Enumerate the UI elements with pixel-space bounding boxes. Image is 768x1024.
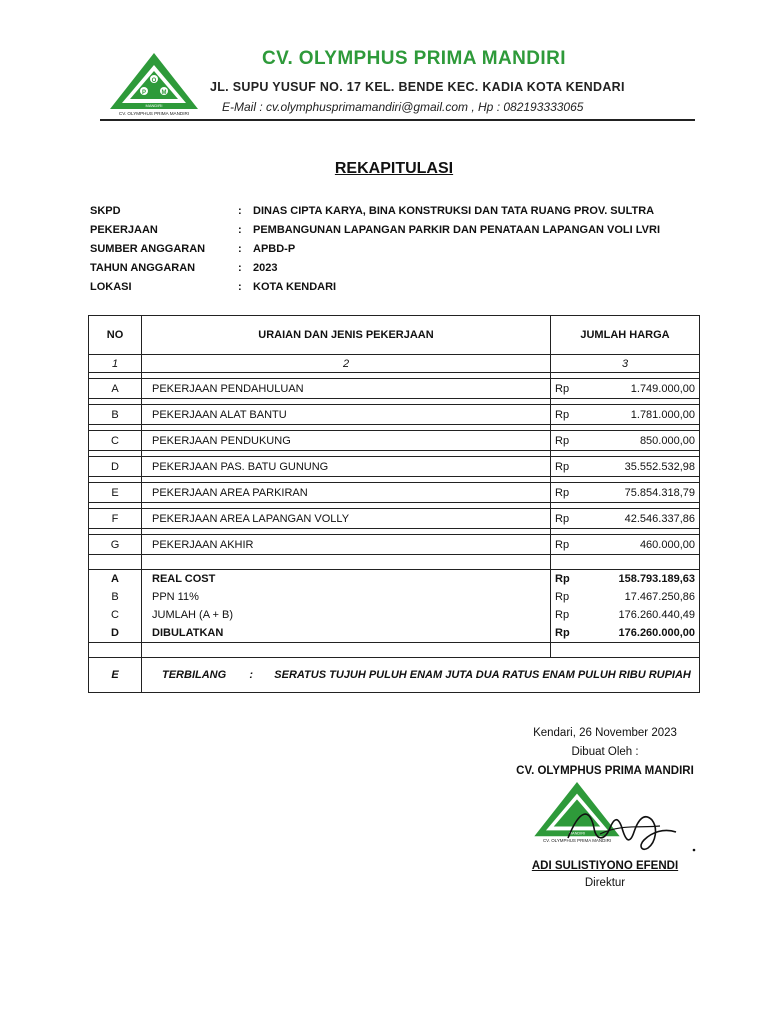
table-row xyxy=(89,483,700,503)
summary-row-ppn xyxy=(89,588,700,606)
row-amount: 850.000,00 xyxy=(639,434,695,447)
table-row xyxy=(89,535,700,555)
row-no: B xyxy=(89,588,142,606)
made-by-label: Dibuat Oleh : xyxy=(571,746,639,758)
row-amount: 176.260.440,49 xyxy=(618,609,695,621)
column-number: 3 xyxy=(551,355,700,373)
info-label: PEKERJAAN xyxy=(90,224,158,236)
row-description: PEKERJAAN PENDUKUNG xyxy=(142,431,551,451)
row-no: G xyxy=(89,535,142,555)
table-row xyxy=(89,405,700,425)
row-amount: 35.552.532,98 xyxy=(624,460,695,473)
row-currency: Rp xyxy=(555,460,570,473)
table-row xyxy=(89,457,700,477)
header-amount: JUMLAH HARGA xyxy=(551,316,700,355)
company-contact: E-Mail : cv.olymphusprimamandiri@gmail.com , Hp : 082193333065 xyxy=(222,100,584,114)
spelled-text: SERATUS TUJUH PULUH ENAM JUTA DUA RATUS ENAM PULUH RIBU RUPIAH xyxy=(274,669,691,681)
spelled-label: TERBILANG xyxy=(162,669,227,681)
info-separator: : xyxy=(238,224,242,236)
handwritten-signature xyxy=(560,798,700,858)
svg-text:P: P xyxy=(141,90,147,96)
svg-text:MANDIRI: MANDIRI xyxy=(145,103,163,108)
row-description: JUMLAH (A + B) xyxy=(142,606,551,624)
info-value: KOTA KENDARI xyxy=(253,281,337,293)
row-amount: 176.260.000,00 xyxy=(618,627,695,639)
signature-company: CV. OLYMPHUS PRIMA MANDIRI xyxy=(516,765,694,777)
info-label: LOKASI xyxy=(90,281,132,293)
row-no: C xyxy=(89,606,142,624)
row-description: DIBULATKAN xyxy=(142,624,551,643)
row-description: PEKERJAAN AKHIR xyxy=(142,535,551,555)
row-no: C xyxy=(89,431,142,451)
row-currency: Rp xyxy=(555,382,570,395)
recap-table xyxy=(88,315,700,693)
document-title: REKAPITULASI xyxy=(334,160,454,177)
row-no: D xyxy=(89,457,142,477)
svg-text:O: O xyxy=(151,78,157,84)
signer-role: Direktur xyxy=(584,877,626,889)
header-no: NO xyxy=(89,316,142,355)
info-separator: : xyxy=(238,281,242,293)
row-description: REAL COST xyxy=(142,570,551,589)
info-label: SKPD xyxy=(90,205,121,217)
row-no: E xyxy=(89,483,142,503)
row-currency: Rp xyxy=(555,609,570,621)
letterhead-divider xyxy=(100,119,695,121)
spelled-separator: : xyxy=(249,669,254,681)
info-value: 2023 xyxy=(253,262,278,274)
column-number-row xyxy=(89,355,700,373)
row-no: B xyxy=(89,405,142,425)
company-address: JL. SUPU YUSUF NO. 17 KEL. BENDE KEC. KADIA KOTA KENDARI xyxy=(210,80,625,94)
table-row xyxy=(89,509,700,529)
row-currency: Rp xyxy=(555,538,570,551)
row-description: PPN 11% xyxy=(142,588,551,606)
row-amount: 460.000,00 xyxy=(639,538,695,551)
row-currency: Rp xyxy=(555,627,570,639)
row-no: A xyxy=(89,570,142,589)
row-description: PEKERJAAN PENDAHULUAN xyxy=(142,379,551,399)
company-logo xyxy=(106,51,202,117)
summary-row-total xyxy=(89,606,700,624)
table-row xyxy=(89,431,700,451)
column-number: 2 xyxy=(142,355,551,373)
row-amount: 1.749.000,00 xyxy=(630,382,695,395)
row-currency: Rp xyxy=(555,486,570,499)
info-value: PEMBANGUNAN LAPANGAN PARKIR DAN PENATAAN LAPANGAN VOLI LVRI xyxy=(253,224,660,236)
table-row xyxy=(89,379,700,399)
info-separator: : xyxy=(238,243,242,255)
row-no: D xyxy=(89,624,142,643)
row-currency: Rp xyxy=(555,408,570,421)
svg-text:CV. OLYMPHUS PRIMA MANDIRI: CV. OLYMPHUS PRIMA MANDIRI xyxy=(542,838,612,844)
column-number: 1 xyxy=(89,355,142,373)
info-separator: : xyxy=(238,262,242,274)
row-description: PEKERJAAN AREA LAPANGAN VOLLY xyxy=(142,509,551,529)
info-label: TAHUN ANGGARAN xyxy=(90,262,196,274)
header-description: URAIAN DAN JENIS PEKERJAAN xyxy=(142,316,551,355)
row-amount: 158.793.189,63 xyxy=(618,573,695,585)
signature-block xyxy=(500,727,710,784)
company-name: CV. OLYMPHUS PRIMA MANDIRI xyxy=(262,48,566,69)
row-currency: Rp xyxy=(555,573,570,585)
row-currency: Rp xyxy=(555,434,570,447)
svg-text:CV. OLYMPHUS PRIMA MANDIRI: CV. OLYMPHUS PRIMA MANDIRI xyxy=(118,111,190,116)
svg-text:M: M xyxy=(161,90,167,96)
place-date: Kendari, 26 November 2023 xyxy=(533,727,677,739)
spelled-amount-row xyxy=(89,658,700,693)
row-amount: 75.854.318,79 xyxy=(624,486,695,499)
info-label: SUMBER ANGGARAN xyxy=(90,243,206,255)
row-amount: 17.467.250,86 xyxy=(624,591,695,603)
row-currency: Rp xyxy=(555,512,570,525)
table-header-row xyxy=(89,316,700,355)
row-no: A xyxy=(89,379,142,399)
row-amount: 1.781.000,00 xyxy=(630,408,695,421)
info-separator: : xyxy=(238,205,242,217)
row-no: E xyxy=(89,658,142,693)
row-description: PEKERJAAN AREA PARKIRAN xyxy=(142,483,551,503)
summary-row-real-cost xyxy=(89,570,700,589)
svg-text:MANDIRI: MANDIRI xyxy=(568,830,586,836)
info-value: APBD-P xyxy=(253,243,296,255)
row-amount: 42.546.337,86 xyxy=(624,512,695,525)
info-value: DINAS CIPTA KARYA, BINA KONSTRUKSI DAN TATA RUANG PROV. SULTRA xyxy=(253,205,655,217)
signer-name: ADI SULISTIYONO EFENDI xyxy=(531,860,679,872)
summary-row-rounded xyxy=(89,624,700,643)
row-description: PEKERJAAN PAS. BATU GUNUNG xyxy=(142,457,551,477)
row-currency: Rp xyxy=(555,591,570,603)
row-description: PEKERJAAN ALAT BANTU xyxy=(142,405,551,425)
row-no: F xyxy=(89,509,142,529)
